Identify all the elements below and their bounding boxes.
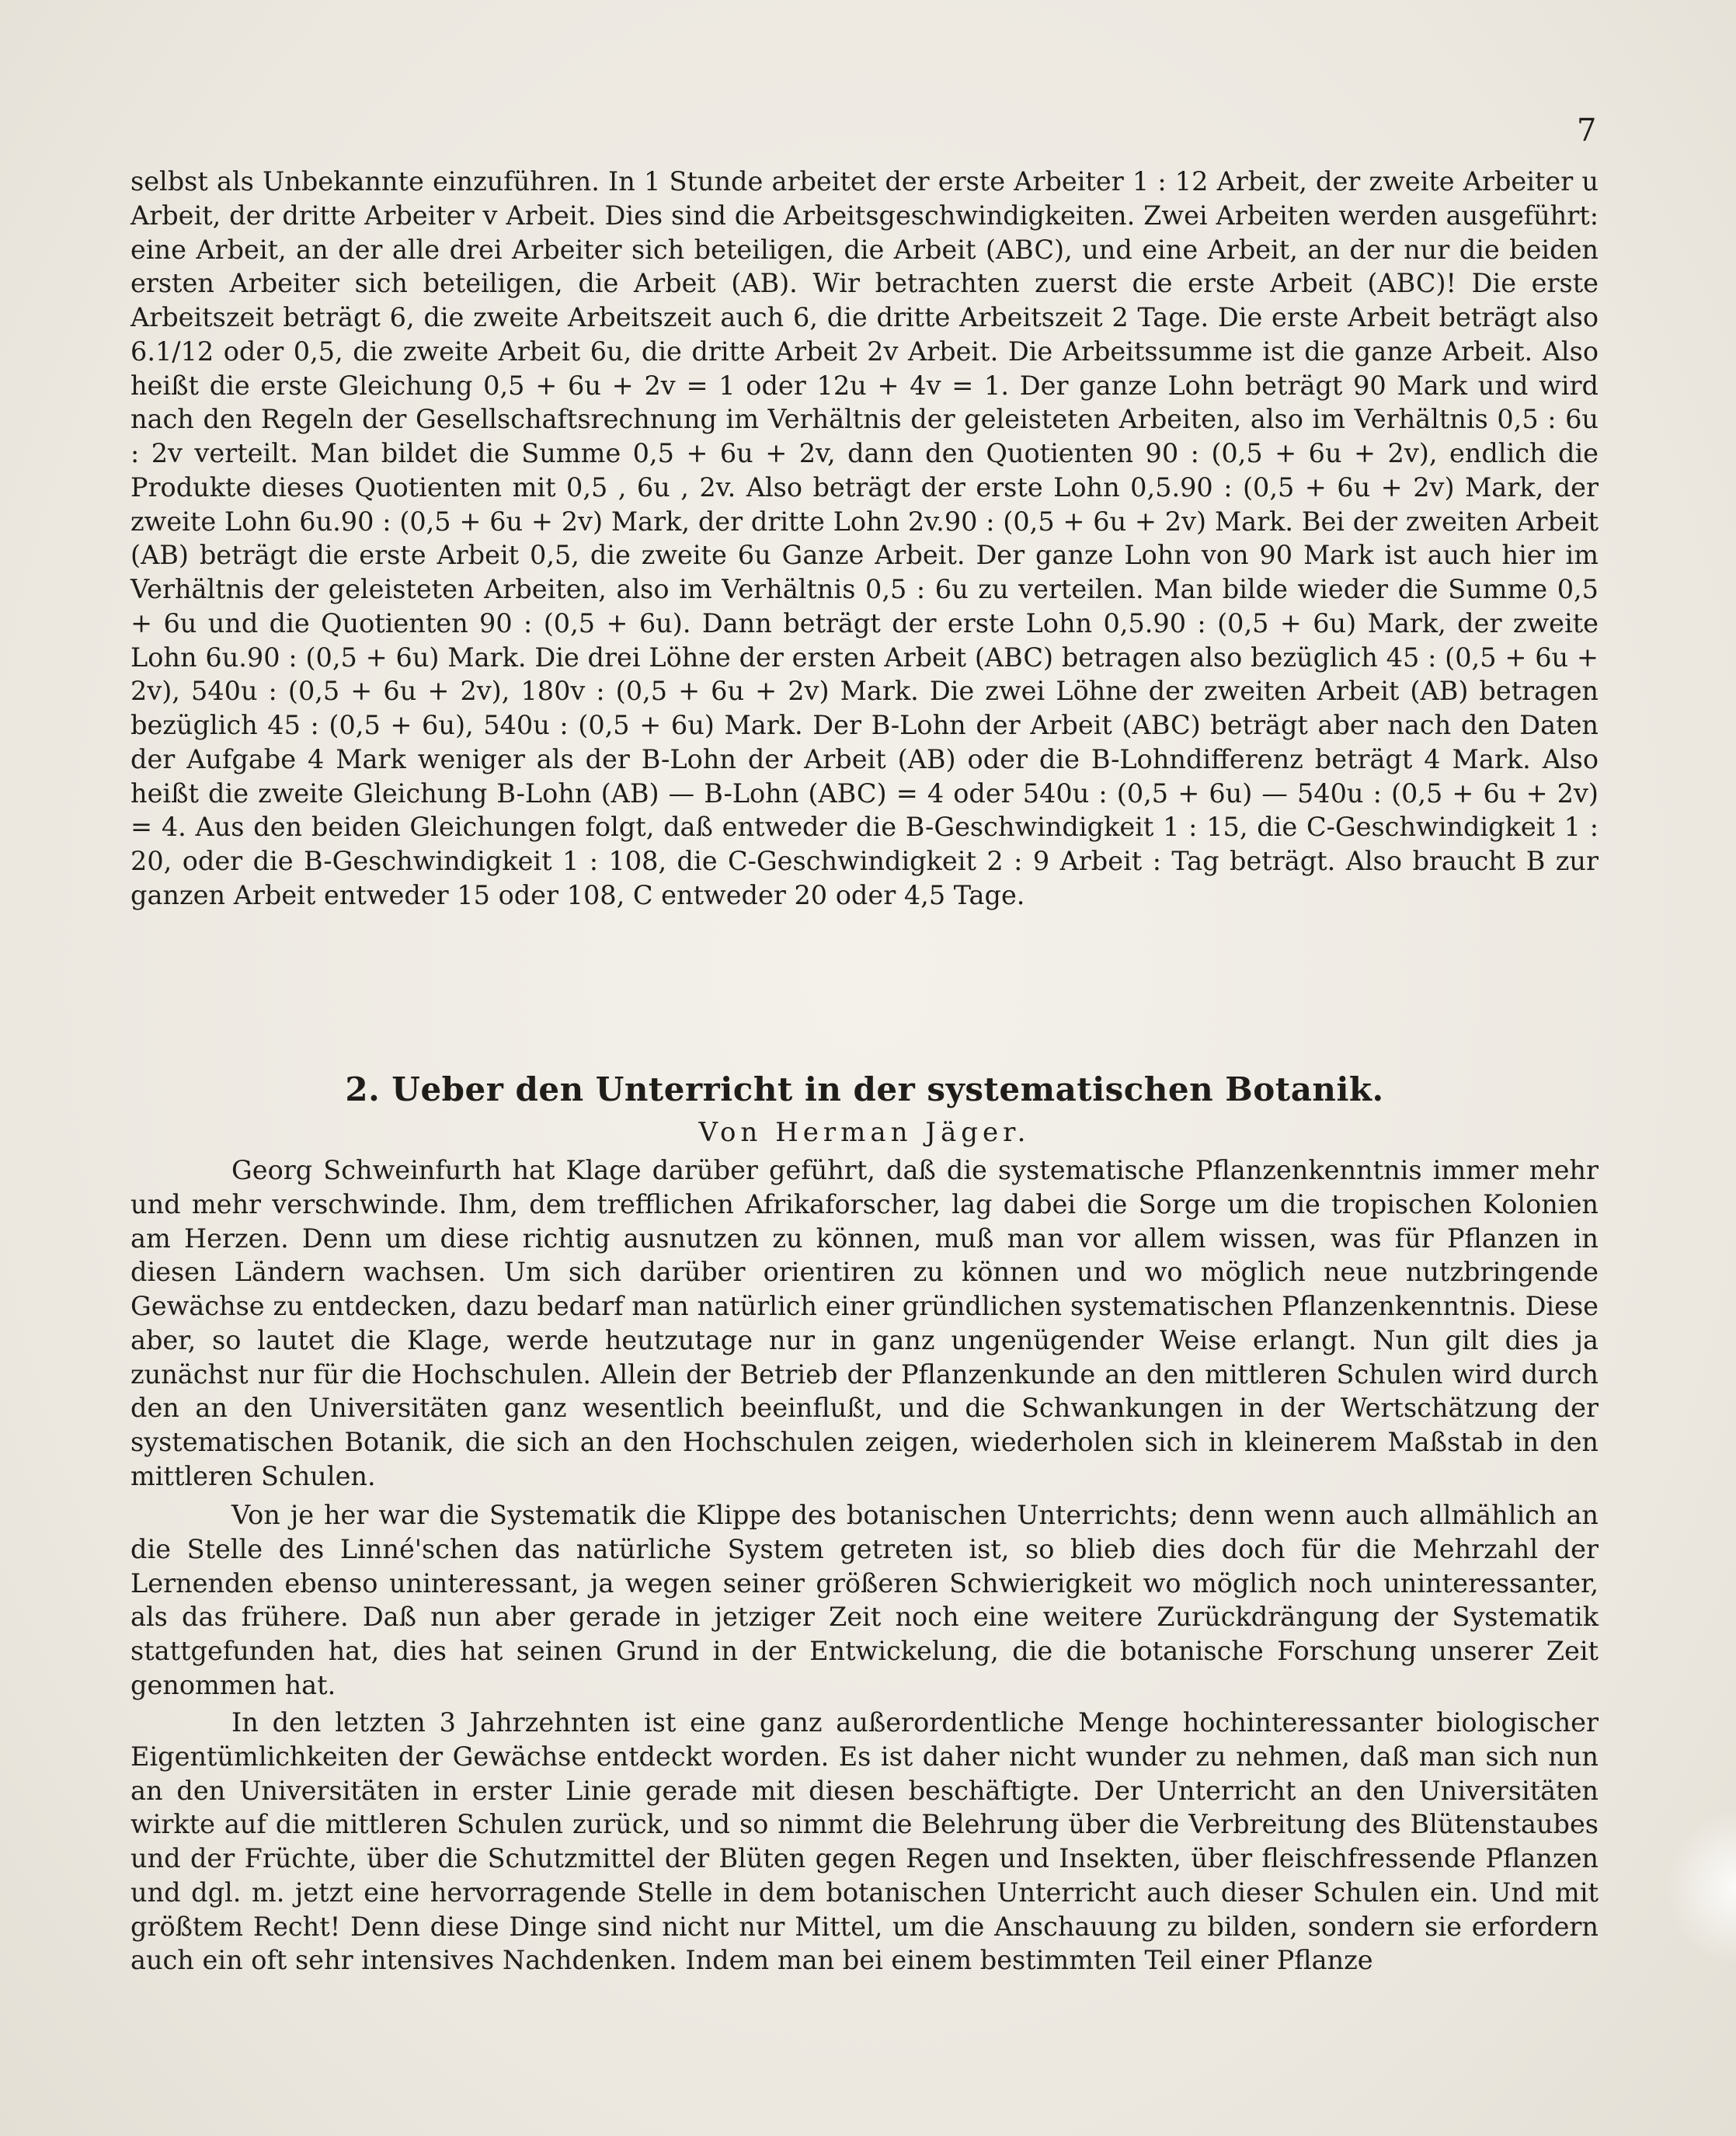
page-number: 7: [1577, 113, 1597, 148]
section-heading: 2. Ueber den Unterricht in der systematischen Botanik.: [345, 1070, 1384, 1108]
article2-paragraph-3: In den letzten 3 Jahrzehnten ist eine ganz außerordentliche Menge hochinteressanter biologischer Eigentümlichkeiten der Gewächse entdeckt worden. Es ist daher nicht wunder zu nehmen, daß man sich nun an den Universitäten in erster Linie gerade mit diesen beschäftigte. Der Unterricht an den Universitäten wirkte auf die mittleren Schulen zurück, und so nimmt die Belehrung über die Verbreitung des Blütenstaubes und der Früchte, über die Schutzmittel der Blüten gegen Regen und Insekten, über fleischfressende Pflanzen und dgl. m. jetzt eine hervorragende Stelle in dem botanischen Unterricht auch dieser Schulen ein. Und mit größtem Recht! Denn diese Dinge sind nicht nur Mittel, um die Anschauung zu bilden, sondern sie erfordern auch ein oft sehr intensives Nachdenken. Indem man bei einem bestimmten Teil einer Pflanze: [130, 1707, 1599, 1976]
author-byline: Von Herman Jäger.: [698, 1117, 1031, 1148]
paper-stain: [1666, 1810, 1736, 1965]
article2-paragraph-1: Georg Schweinfurth hat Klage darüber geführt, daß die systematische Pflanzenkenntnis immer mehr und mehr verschwinde. Ihm, dem trefflichen Afrikaforscher, lag dabei die Sorge um die tropischen Kolonien am Herzen. Denn um diese richtig ausnutzen zu können, muß man vor allem wissen, was für Pflanzen in diesen Ländern wachsen. Um sich darüber orientiren zu können und wo möglich neue nutzbringende Gewächse zu entdecken, dazu bedarf man natürlich einer gründlichen systematischen Pflanzenkenntnis. Diese aber, so lautet die Klage, werde heutzutage nur in ganz ungenügender Weise erlangt. Nun gilt dies ja zunächst nur für die Hochschulen. Allein der Betrieb der Pflanzenkunde an den mittleren Schulen wird durch den an den Universitäten ganz wesentlich beeinflußt, und die Schwankungen in der Wertschätzung der systematischen Botanik, die sich an den Hochschulen zeigen, wiederholen sich in kleinerem Maßstab in den mittleren Schulen.: [130, 1155, 1599, 1491]
article2-paragraph-2: Von je her war die Systematik die Klippe des botanischen Unterrichts; denn wenn auch allmählich an die Stelle des Linné'schen das natürliche System getreten ist, so blieb dies doch für die Mehrzahl der Lernenden ebenso uninteressant, ja wegen seiner größeren Schwierigkeit wo möglich noch uninteressanter, als das frühere. Daß nun aber gerade in jetziger Zeit noch eine weitere Zurückdrängung der Systematik stattgefunden hat, dies hat seinen Grund in der Entwickelung, die die botanische Forschung unserer Zeit genommen hat.: [130, 1500, 1599, 1700]
article1-paragraph: selbst als Unbekannte einzuführen. In 1 Stunde arbeitet der erste Arbeiter 1 : 12 Arbeit, der zweite Arbeiter u Arbeit, der dritte Arbeiter v Arbeit. Dies sind die Arbeitsgeschwindigkeiten. Zwei Arbeiten werden ausgeführt: eine Arbeit, an der alle drei Arbeiter sich beteiligen, die Arbeit (ABC), und eine Arbeit, an der nur die beiden ersten Arbeiter sich beteiligen, die Arbeit (AB). Wir betrachten zuerst die erste Arbeit (ABC)! Die erste Arbeitszeit beträgt 6, die zweite Arbeitszeit auch 6, die dritte Arbeitszeit 2 Tage. Die erste Arbeit beträgt also 6.1/12 oder 0,5, die zweite Arbeit 6u, die dritte Arbeit 2v Arbeit. Die Arbeitssumme ist die ganze Arbeit. Also heißt die erste Gleichung 0,5 + 6u + 2v = 1 oder 12u + 4v = 1. Der ganze Lohn beträgt 90 Mark und wird nach den Regeln der Gesellschaftsrechnung im Verhältnis der geleisteten Arbeiten, also im Verhältnis 0,5 : 6u : 2v verteilt. Man bildet die Summe 0,5 + 6u + 2v, dann den Quotienten 90 : (0,5 + 6u + 2v), endlich die Produkte dieses Quotienten mit 0,5 , 6u , 2v. Also beträgt der erste Lohn 0,5.90 : (0,5 + 6u + 2v) Mark, der zweite Lohn 6u.90 : (0,5 + 6u + 2v) Mark, der dritte Lohn 2v.90 : (0,5 + 6u + 2v) Mark. Bei der zweiten Arbeit (AB) beträgt die erste Arbeit 0,5, die zweite 6u Ganze Arbeit. Der ganze Lohn von 90 Mark ist auch hier im Verhältnis der geleisteten Arbeiten, also im Verhältnis 0,5 : 6u zu verteilen. Man bilde wieder die Summe 0,5 + 6u und die Quotienten 90 : (0,5 + 6u). Dann beträgt der erste Lohn 0,5.90 : (0,5 + 6u) Mark, der zweite Lohn 6u.90 : (0,5 + 6u) Mark. Die drei Löhne der ersten Arbeit (ABC) betragen also bezüglich 45 : (0,5 + 6u + 2v), 540u : (0,5 + 6u + 2v), 180v : (0,5 + 6u + 2v) Mark. Die zwei Löhne der zweiten Arbeit (AB) betragen bezüglich 45 : (0,5 + 6u), 540u : (0,5 + 6u) Mark. Der B-Lohn der Arbeit (ABC) beträgt aber nach den Daten der Aufgabe 4 Mark weniger als der B-Lohn der Arbeit (AB) oder die B-Lohndifferenz beträgt 4 Mark. Also heißt die zweite Gleichung B-Lohn (AB) — B-Lohn (ABC) = 4 oder 540u : (0,5 + 6u) — 540u : (0,5 + 6u + 2v) = 4. Aus den beiden Gleichungen folgt, daß entweder die B-Geschwindigkeit 1 : 15, die C-Geschwindigkeit 1 : 20, oder die B-Geschwindigkeit 1 : 108, die C-Geschwindigkeit 2 : 9 Arbeit : Tag beträgt. Also braucht B zur ganzen Arbeit entweder 15 oder 108, C entweder 20 oder 4,5 Tage.: [130, 166, 1599, 910]
